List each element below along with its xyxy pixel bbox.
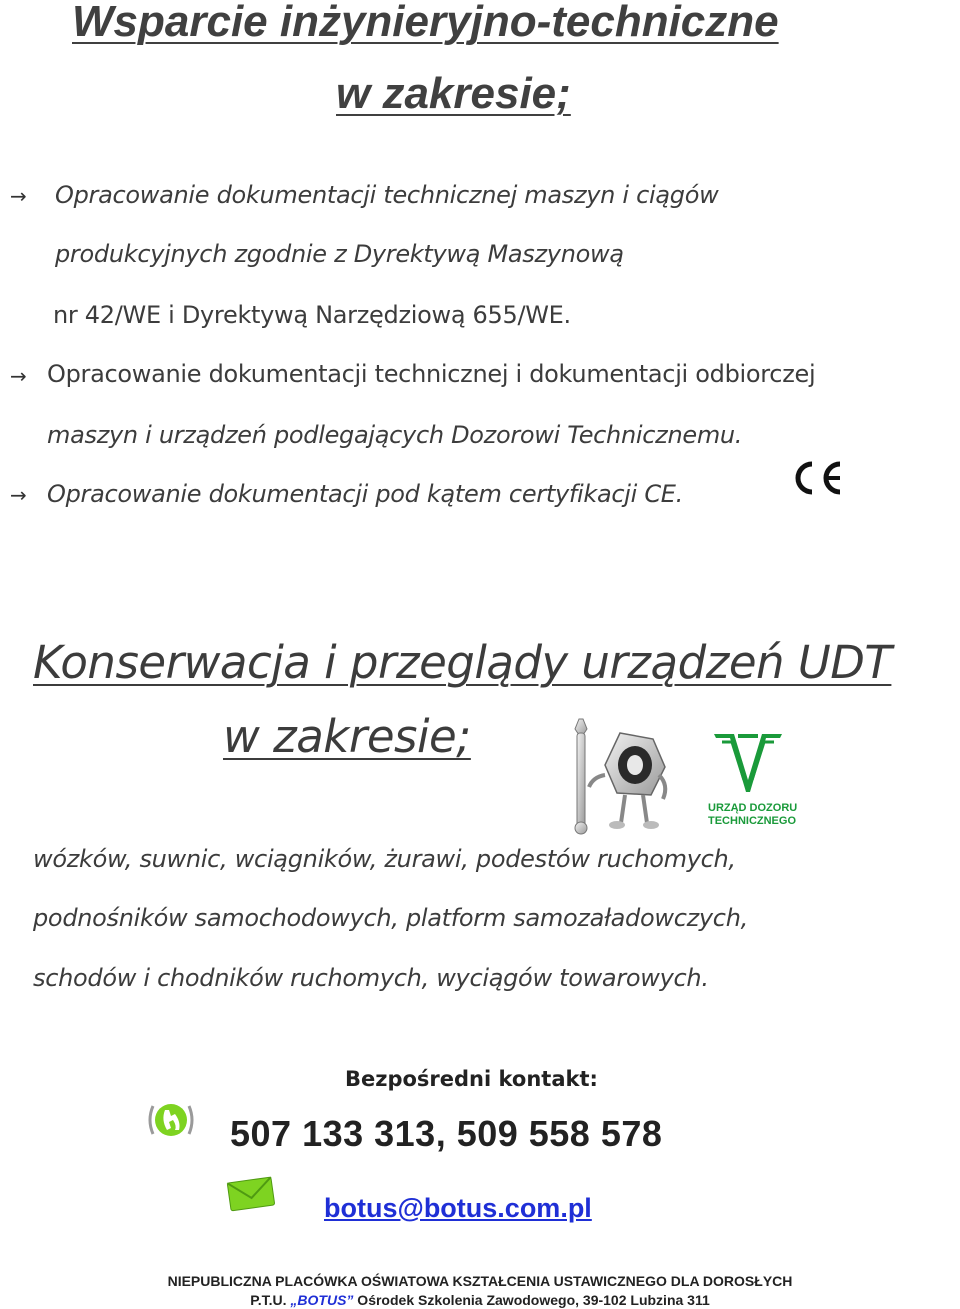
udt-logo-line1: URZĄD DOZORU: [708, 802, 798, 814]
contact-phones: 507 133 313, 509 558 578: [230, 1113, 663, 1154]
footer-prefix: P.T.U.: [250, 1292, 291, 1308]
bullet1-line1: Opracowanie dokumentacji technicznej maszyn i ciągów: [55, 181, 719, 209]
wrench-nut-mascot-icon: [565, 715, 675, 835]
bullet1-line2: produkcyjnych zgodnie z Dyrektywą Maszynową: [55, 240, 624, 268]
udt-list-line3: schodów i chodników ruchomych, wyciągów towarowych.: [33, 964, 709, 992]
section2-title-line2: w zakresie;: [223, 710, 471, 763]
bullet2-line2: maszyn i urządzeń podlegających Dozorowi Technicznemu.: [47, 421, 743, 449]
contact-email-link[interactable]: botus@botus.com.pl: [324, 1193, 592, 1223]
footer-line2: [0, 1292, 960, 1308]
section1-title-line1: Wsparcie inżynieryjno-techniczne: [72, 0, 779, 46]
bullet1-line3: nr 42/WE i Dyrektywą Narzędziową 655/WE.: [53, 301, 571, 329]
contact-heading: Bezpośredni kontakt:: [345, 1067, 598, 1091]
bullet2-line1: Opracowanie dokumentacji technicznej i dokumentacji odbiorczej: [47, 360, 816, 388]
section2-title-line1: Konserwacja i przeglądy urządzeń UDT: [33, 636, 892, 689]
phone-icon: [143, 1092, 199, 1148]
ce-mark-icon: [790, 458, 846, 498]
footer-suffix: Ośrodek Szkolenia Zawodowego, 39-102 Lubzina 311: [353, 1292, 710, 1308]
udt-list-line1: wózków, suwnic, wciągników, żurawi, podestów ruchomych,: [33, 845, 736, 873]
udt-logo-line2: TECHNICZNEGO: [708, 815, 796, 827]
udt-logo: [708, 730, 798, 830]
bullet-arrow-icon: →: [10, 364, 27, 388]
udt-list-line2: podnośników samochodowych, platform samozaładowczych,: [33, 904, 748, 932]
bullet3-line1: Opracowanie dokumentacji pod kątem certyfikacji CE.: [47, 480, 683, 508]
envelope-icon: [225, 1174, 277, 1214]
udt-logo-mark-icon: [708, 730, 788, 798]
footer-line1: NIEPUBLICZNA PLACÓWKA OŚWIATOWA KSZTAŁCENIA USTAWICZNEGO DLA DOROSŁYCH: [167, 1273, 793, 1289]
bullet-arrow-icon: →: [10, 184, 27, 208]
bullet-arrow-icon: →: [10, 483, 27, 507]
section1-title-line2: w zakresie;: [336, 69, 571, 118]
footer-brand: „BOTUS”: [290, 1292, 354, 1308]
